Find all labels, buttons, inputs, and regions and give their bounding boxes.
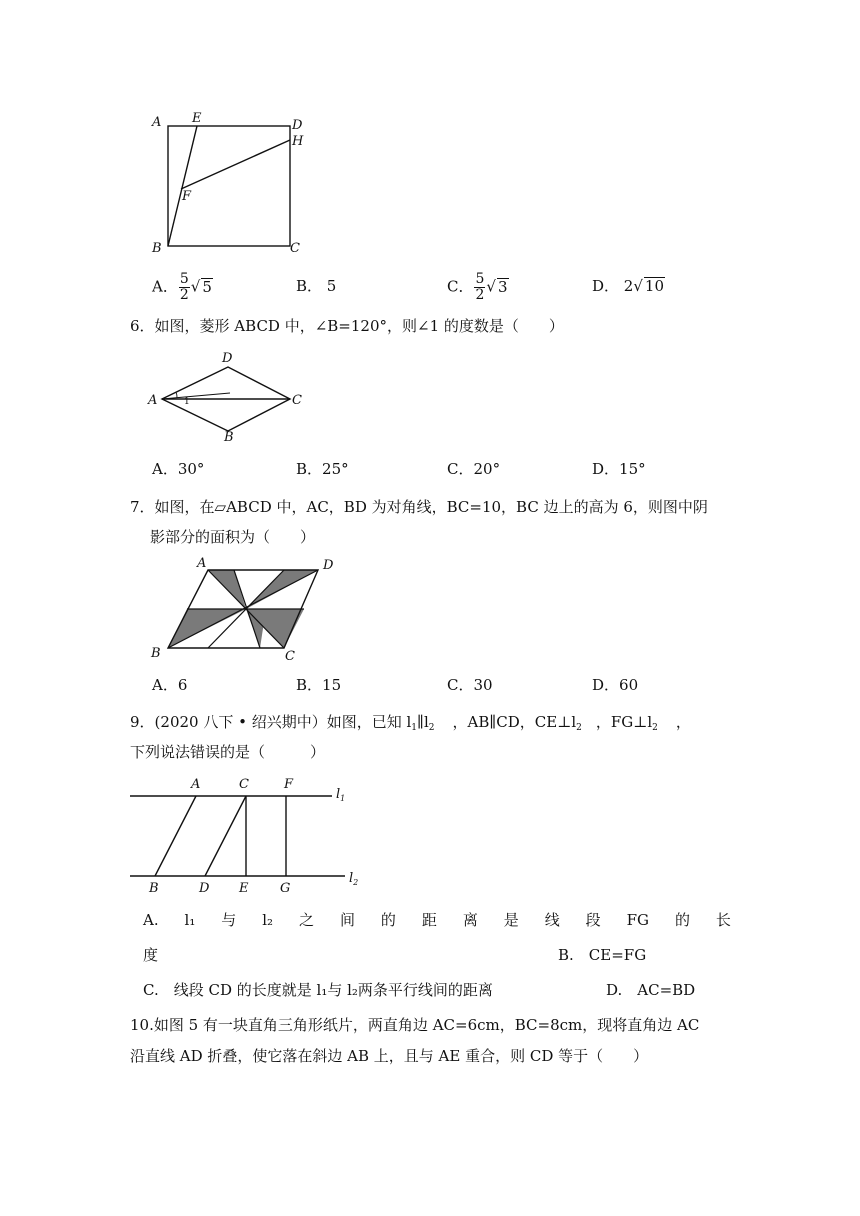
q9-stem-line1: 9．(2020 八下 • 绍兴期中）如图，已知 $l_1\parallel l_2$ ，AB∥CD，$CE\perp l_2$ ，$FG\perp l_2$ ， (130, 713, 691, 733)
q9-option-c[interactable]: C. 线段 CD 的长度就是 l₁与 l₂两条平行线间的距离 (143, 981, 493, 999)
q7-label-d: D (323, 558, 334, 573)
q5-option-b[interactable]: B． 5 (296, 277, 337, 295)
q5-option-a[interactable]: A． $\frac{5}{2}$ √ 5 (152, 271, 212, 303)
q5-label-f: F (182, 189, 192, 204)
q9-label-e: E (239, 881, 249, 896)
q7-option-c[interactable]: C．30 (447, 676, 493, 694)
q7-option-d[interactable]: D．60 (592, 676, 639, 694)
q5-label-a: A (152, 115, 162, 130)
q9-label-a: A (191, 777, 201, 792)
q5-label-h: H (292, 134, 304, 149)
q7-option-b[interactable]: B．15 (296, 676, 342, 694)
q5-option-d[interactable]: D． 2√ 10 (592, 277, 664, 295)
q10-stem-line2: 沿直线 AD 折叠，使它落在斜边 AB 上，且与 AE 重合，则 CD 等于（ ） (130, 1047, 649, 1065)
q5-label-c: C (290, 241, 300, 256)
q9-label-f: F (284, 777, 294, 792)
q9-parallel-lines-figure (125, 772, 375, 897)
q9-option-a-line1[interactable]: A. l₁ 与 l₂ 之 间 的 距 离 是 线 段 FG 的 长 (143, 911, 731, 929)
q7-stem-line1: 7．如图，在▱ABCD 中，AC，BD 为对角线，BC=10，BC 边上的高为 6，则图中阴 (130, 498, 708, 516)
q9-label-b: B (149, 881, 159, 896)
q5-label-d: D (292, 118, 303, 133)
q6-option-c[interactable]: C．20° (447, 460, 501, 478)
q10-stem-line1: 10.如图 5 有一块直角三角形纸片，两直角边 AC=6cm，BC=8cm，现将直角边 AC (130, 1016, 700, 1034)
q9-label-d: D (199, 881, 210, 896)
q5-label-e: E (192, 111, 202, 126)
q6-stem: 6．如图，菱形 ABCD 中，∠B=120°，则∠1 的度数是（ ） (130, 317, 564, 335)
q9-option-d[interactable]: D. AC=BD (606, 981, 696, 999)
q9-stem-line2: 下列说法错误的是（ ） (130, 743, 326, 761)
q6-rhombus-figure (140, 345, 320, 445)
q9-option-b[interactable]: B. CE=FG (558, 946, 647, 964)
q7-stem-line2: 影部分的面积为（ ） (150, 528, 316, 546)
q7-label-b: B (151, 646, 161, 661)
q7-parallelogram-figure (145, 556, 360, 666)
q6-label-c: C (292, 393, 302, 408)
q5-square-figure (140, 105, 320, 260)
q5-option-c[interactable]: C． $\frac{5}{2}$ √ 3 (447, 271, 508, 303)
q9-label-l2: $l_2$ (349, 871, 359, 887)
q9-label-l1: $l_1$ (336, 787, 346, 803)
q6-label-d: D (222, 351, 233, 366)
q6-label-a: A (148, 393, 158, 408)
q7-label-c: C (285, 649, 295, 664)
q7-label-a: A (197, 556, 207, 571)
q7-option-a[interactable]: A．6 (152, 676, 188, 694)
q6-option-d[interactable]: D．15° (592, 460, 646, 478)
q9-label-c: C (239, 777, 249, 792)
q9-label-g: G (280, 881, 291, 896)
q6-option-a[interactable]: A．30° (152, 460, 205, 478)
q5-label-b: B (152, 241, 162, 256)
q6-label-1: 1 (184, 397, 190, 407)
q9-option-a-tail: 度 (143, 946, 159, 964)
q6-label-b: B (224, 430, 234, 445)
q6-option-b[interactable]: B．25° (296, 460, 349, 478)
